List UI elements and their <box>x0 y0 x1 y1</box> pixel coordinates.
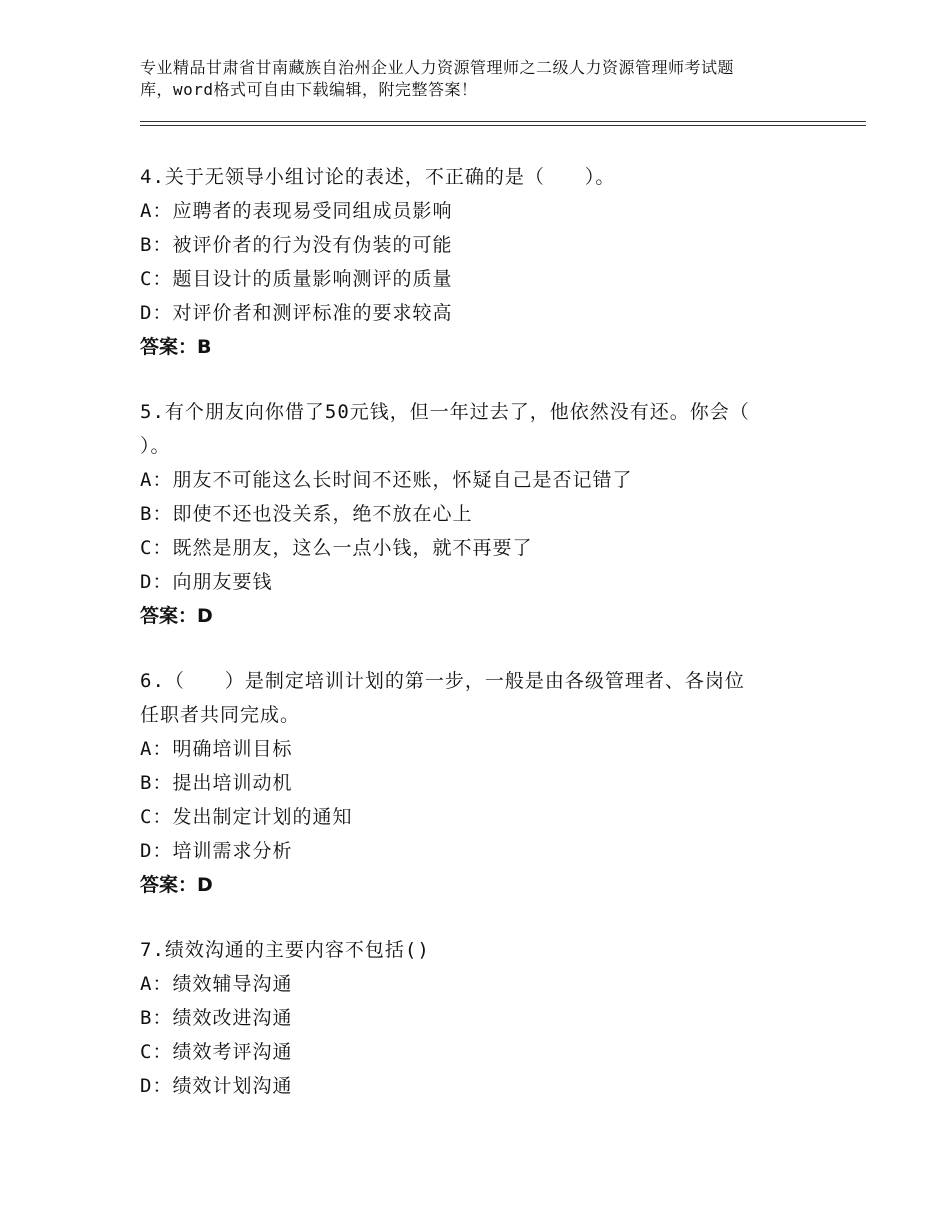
option-c: C：题目设计的质量影响测评的质量 <box>140 268 453 290</box>
question-stem-continued: 任职者共同完成。 <box>140 704 301 726</box>
option-d: D：绩效计划沟通 <box>140 1075 293 1097</box>
question-6 <box>140 664 820 902</box>
option-c: C：发出制定计划的通知 <box>140 806 353 828</box>
question-4 <box>140 160 820 364</box>
answer-label: 答案：D <box>140 605 213 627</box>
option-d: D：向朋友要钱 <box>140 571 273 593</box>
question-5 <box>140 395 820 633</box>
header-divider-secondary <box>140 125 866 126</box>
option-a: A：绩效辅导沟通 <box>140 973 293 995</box>
header-title-line-2: 库，word格式可自由下载编辑，附完整答案！ <box>140 80 478 99</box>
question-list <box>140 160 820 1134</box>
question-stem: 7.绩效沟通的主要内容不包括() <box>140 939 430 961</box>
option-a: A：明确培训目标 <box>140 738 293 760</box>
option-c: C：绩效考评沟通 <box>140 1041 293 1063</box>
option-d: D：培训需求分析 <box>140 840 293 862</box>
question-stem: 6.（ ）是制定培训计划的第一步，一般是由各级管理者、各岗位 <box>140 670 745 692</box>
header-title-line-1: 专业精品甘肃省甘南藏族自治州企业人力资源管理师之二级人力资源管理师考试题 <box>140 58 735 77</box>
option-b: B：被评价者的行为没有伪装的可能 <box>140 234 453 256</box>
question-stem: 4.关于无领导小组讨论的表述，不正确的是（ ）。 <box>140 166 616 188</box>
question-stem-continued: ）。 <box>140 435 171 457</box>
question-stem: 5.有个朋友向你借了50元钱，但一年过去了，他依然没有还。你会（ <box>140 401 750 423</box>
option-b: B：即使不还也没关系，绝不放在心上 <box>140 503 473 525</box>
header-divider <box>140 121 866 122</box>
option-b: B：绩效改进沟通 <box>140 1007 293 1029</box>
option-c: C：既然是朋友，这么一点小钱，就不再要了 <box>140 537 533 559</box>
option-b: B：提出培训动机 <box>140 772 293 794</box>
answer-label: 答案：D <box>140 874 213 896</box>
question-7 <box>140 933 820 1103</box>
option-a: A：朋友不可能这么长时间不还账，怀疑自己是否记错了 <box>140 469 633 491</box>
answer-label: 答案：B <box>140 336 212 358</box>
document-header <box>140 57 840 101</box>
option-d: D：对评价者和测评标准的要求较高 <box>140 302 453 324</box>
option-a: A：应聘者的表现易受同组成员影响 <box>140 200 453 222</box>
